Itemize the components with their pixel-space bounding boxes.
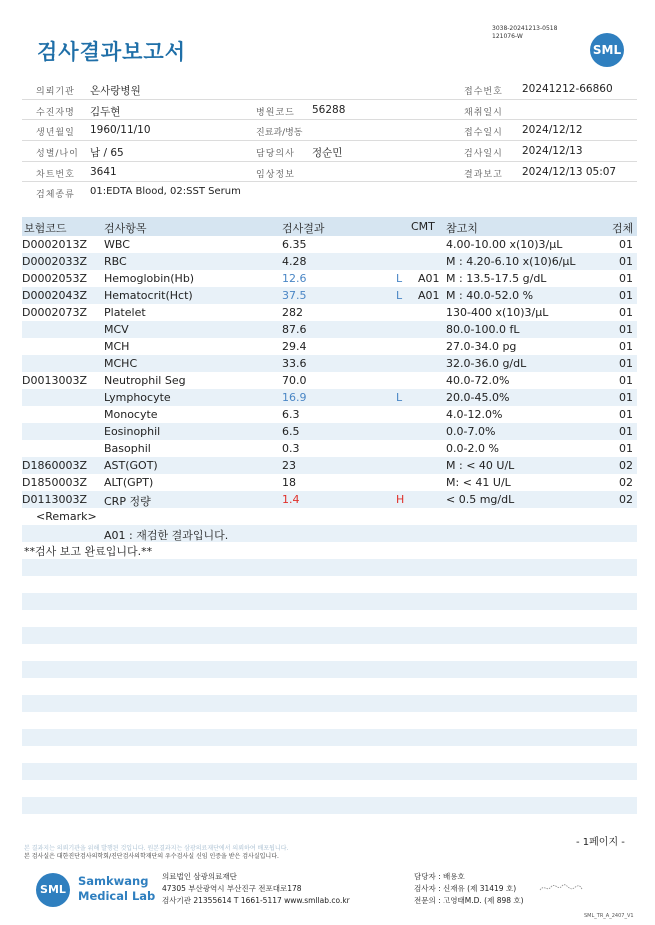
- remark-a01: A01 : 재검한 결과입니다.: [104, 529, 229, 542]
- cell-reference: M : 40.0-52.0 %: [446, 289, 534, 302]
- cell-result: 1.4: [282, 493, 300, 506]
- cell-reference: 130-400 x(10)3/μL: [446, 306, 549, 319]
- cell-specimen: 01: [619, 306, 633, 319]
- cell-code: D0002013Z: [22, 238, 87, 251]
- document-id-line1: 3038-20241213-0518: [492, 25, 558, 32]
- footer-sml-logo: SML: [36, 873, 70, 907]
- cell-code: D1850003Z: [22, 476, 87, 489]
- cell-flag: L: [396, 272, 403, 285]
- cell-result: 6.35: [282, 238, 307, 251]
- info-label: 수진자명: [36, 107, 75, 118]
- info-row: [22, 162, 637, 183]
- cell-flag: L: [396, 391, 403, 404]
- cell-code: D0002033Z: [22, 255, 87, 268]
- cell-specimen: 01: [619, 272, 633, 285]
- cell-name: Lymphocyte: [104, 391, 171, 404]
- info-label: 병원코드: [256, 107, 295, 118]
- info-value: 3641: [90, 165, 117, 178]
- column-header-code: 보험코드: [24, 222, 67, 235]
- info-label: 접수일시: [464, 128, 503, 139]
- table-row: [22, 287, 637, 304]
- footer-staff-manager: 담당자 : 배용호: [414, 872, 465, 881]
- table-row: [22, 304, 637, 321]
- info-value: 2024/12/13: [522, 145, 583, 158]
- cell-flag: H: [396, 493, 405, 506]
- cell-result: 29.4: [282, 340, 307, 353]
- info-label: 검사일시: [464, 149, 503, 160]
- info-value: 정순민: [312, 147, 343, 160]
- cell-result: 87.6: [282, 323, 307, 336]
- empty-band: [22, 627, 637, 644]
- table-row: [22, 321, 637, 338]
- cell-code: D0002073Z: [22, 306, 87, 319]
- cell-reference: 4.00-10.00 x(10)3/μL: [446, 238, 563, 251]
- empty-band: [22, 661, 637, 678]
- info-row: [22, 79, 637, 100]
- info-label: 접수번호: [464, 87, 503, 97]
- info-value: 김두현: [90, 105, 121, 118]
- cell-reference: < 0.5 mg/dL: [446, 493, 515, 506]
- footer-brand-line1: Samkwang: [78, 874, 149, 888]
- table-row: [22, 236, 637, 253]
- column-header-specimen: 검체: [612, 222, 634, 235]
- info-label: 검체종류: [36, 190, 75, 201]
- cell-reference: M : 13.5-17.5 g/dL: [446, 272, 547, 285]
- column-header-cmt: CMT: [411, 220, 435, 233]
- cell-cmt: A01: [418, 272, 440, 285]
- footer-org: 의료법인 삼광의료재단: [162, 872, 237, 881]
- cell-reference: 80.0-100.0 fL: [446, 323, 520, 336]
- table-row: [22, 474, 637, 491]
- cell-cmt: A01: [418, 289, 440, 302]
- info-row: [22, 120, 637, 141]
- footer-staff-specialist: 전문의 : 고영태M.D. (제 898 호): [414, 896, 524, 905]
- footer-note: 본 검사실은 대한진단검사의학회/진단검사의학재단의 우수검사실 신임 인증을 받은 검사실입니다.: [24, 853, 279, 860]
- info-row: [22, 100, 637, 121]
- info-row: [22, 182, 637, 203]
- footer-brand: [78, 874, 155, 904]
- footer-contact: 검사기관 21355614 T 1661-5117 www.smllab.co.kr: [162, 896, 350, 905]
- cell-reference: 32.0-36.0 g/dL: [446, 357, 527, 370]
- info-label: 채취일시: [464, 107, 503, 118]
- cell-reference: 27.0-34.0 pg: [446, 340, 517, 353]
- info-value: 01:EDTA Blood, 02:SST Serum: [90, 186, 241, 198]
- cell-specimen: 01: [619, 238, 633, 251]
- cell-result: 12.6: [282, 272, 307, 285]
- info-row: [22, 141, 637, 162]
- info-value: 20241212-66860: [522, 83, 613, 95]
- sml-logo: SML: [590, 33, 624, 67]
- report-complete-note: **검사 보고 완료입니다.**: [24, 545, 153, 558]
- cell-name: ALT(GPT): [104, 476, 154, 489]
- info-label: 담당의사: [256, 149, 295, 160]
- table-row: [22, 423, 637, 440]
- empty-band: [22, 695, 637, 712]
- cell-name: Hematocrit(Hct): [104, 289, 193, 302]
- cell-result: 6.5: [282, 425, 300, 438]
- footer-address: [162, 871, 350, 907]
- info-value: 온사랑병원: [90, 85, 141, 97]
- page-title: 검사결과보고서: [37, 40, 187, 64]
- cell-specimen: 01: [619, 340, 633, 353]
- cell-specimen: 01: [619, 255, 633, 268]
- cell-specimen: 02: [619, 493, 633, 506]
- cell-specimen: 01: [619, 442, 633, 455]
- cell-specimen: 01: [619, 391, 633, 404]
- cell-code: D0002043Z: [22, 289, 87, 302]
- info-value: 2024/12/13 05:07: [522, 165, 617, 178]
- table-row: [22, 389, 637, 406]
- cell-name: MCV: [104, 323, 129, 336]
- footer-brand-line2: Medical Lab: [78, 889, 156, 903]
- cell-name: Monocyte: [104, 408, 158, 421]
- form-code: SML_TR_A_2407_V1: [584, 913, 634, 919]
- cell-reference: M : 4.20-6.10 x(10)6/μL: [446, 255, 576, 268]
- cell-code: D0002053Z: [22, 272, 87, 285]
- empty-band: [22, 729, 637, 746]
- info-label: 의뢰기관: [36, 87, 75, 97]
- cell-flag: L: [396, 289, 403, 302]
- cell-result: 37.5: [282, 289, 307, 302]
- cell-reference: 4.0-12.0%: [446, 408, 503, 421]
- info-label: 결과보고: [464, 169, 503, 180]
- footer-staff-tester: 검사자 : 신재유 (제 31419 호): [414, 884, 517, 893]
- footer-street: 47305 부산광역시 부산진구 전포대로178: [162, 884, 302, 893]
- info-value: 남 / 65: [90, 147, 124, 160]
- column-header-name: 검사항목: [104, 222, 147, 235]
- cell-reference: M: < 41 U/L: [446, 476, 511, 489]
- cell-result: 23: [282, 459, 296, 472]
- empty-band: [22, 797, 637, 814]
- cell-result: 6.3: [282, 408, 300, 421]
- column-header-result: 검사결과: [282, 222, 325, 235]
- cell-reference: 0.0-2.0 %: [446, 442, 499, 455]
- cell-name: MCHC: [104, 357, 138, 370]
- cell-specimen: 01: [619, 425, 633, 438]
- table-row: [22, 338, 637, 355]
- cell-name: Platelet: [104, 306, 146, 319]
- cell-code: D1860003Z: [22, 459, 87, 472]
- table-row: [22, 253, 637, 270]
- cell-specimen: 01: [619, 374, 633, 387]
- cell-specimen: 02: [619, 459, 633, 472]
- table-row: [22, 355, 637, 372]
- info-label: 임상정보: [256, 169, 295, 180]
- cell-specimen: 02: [619, 476, 633, 489]
- cell-result: 70.0: [282, 374, 307, 387]
- empty-band: [22, 559, 637, 576]
- cell-reference: 20.0-45.0%: [446, 391, 510, 404]
- footer-staff: [414, 871, 524, 907]
- page-number: - 1페이지 -: [576, 837, 625, 848]
- table-row: [22, 457, 637, 474]
- table-row: [22, 440, 637, 457]
- cell-result: 4.28: [282, 255, 307, 268]
- info-label: 차트번호: [36, 169, 75, 180]
- cell-name: RBC: [104, 255, 127, 268]
- cell-name: MCH: [104, 340, 130, 353]
- info-value: 56288: [312, 103, 346, 116]
- info-label: 진료과/병동: [256, 128, 303, 139]
- cell-name: Hemoglobin(Hb): [104, 272, 195, 285]
- info-value: 1960/11/10: [90, 124, 151, 137]
- column-header-reference: 참고치: [446, 222, 478, 235]
- cell-result: 33.6: [282, 357, 307, 370]
- table-row: [22, 491, 637, 508]
- cell-code: D0013003Z: [22, 374, 87, 387]
- cell-name: WBC: [104, 238, 130, 251]
- info-label: 생년월일: [36, 128, 75, 139]
- table-row: [22, 406, 637, 423]
- cell-reference: 40.0-72.0%: [446, 374, 510, 387]
- cell-name: Basophil: [104, 442, 151, 455]
- document-id-line2: 121076-W: [492, 33, 523, 40]
- cell-code: D0113003Z: [22, 493, 87, 506]
- cell-reference: 0.0-7.0%: [446, 425, 496, 438]
- cell-name: Neutrophil Seg: [104, 374, 186, 387]
- cell-specimen: 01: [619, 289, 633, 302]
- results-table: [22, 236, 637, 508]
- footer-note-faint: 본 결과지는 의뢰기관을 위해 발행된 것입니다. 원본결과지는 삼광의료재단에서 의뢰하여 배포됩니다.: [24, 845, 289, 852]
- cell-reference: M : < 40 U/L: [446, 459, 515, 472]
- info-value: 2024/12/12: [522, 124, 583, 137]
- cell-specimen: 01: [619, 323, 633, 336]
- results-header: [22, 217, 637, 236]
- table-row: [22, 270, 637, 287]
- cell-name: CRP 정량: [104, 495, 151, 508]
- cell-result: 18: [282, 476, 296, 489]
- signature-icon: [538, 882, 584, 894]
- cell-name: Eosinophil: [104, 425, 161, 438]
- empty-band: [22, 763, 637, 780]
- cell-specimen: 01: [619, 408, 633, 421]
- cell-name: AST(GOT): [104, 459, 158, 472]
- patient-info: [22, 79, 637, 203]
- cell-result: 16.9: [282, 391, 307, 404]
- cell-result: 282: [282, 306, 303, 319]
- document-id: [492, 25, 557, 41]
- empty-band: [22, 593, 637, 610]
- table-row: [22, 372, 637, 389]
- info-label: 성별/나이: [36, 149, 79, 160]
- cell-result: 0.3: [282, 442, 300, 455]
- cell-specimen: 01: [619, 357, 633, 370]
- remark-title: <Remark>: [36, 510, 97, 523]
